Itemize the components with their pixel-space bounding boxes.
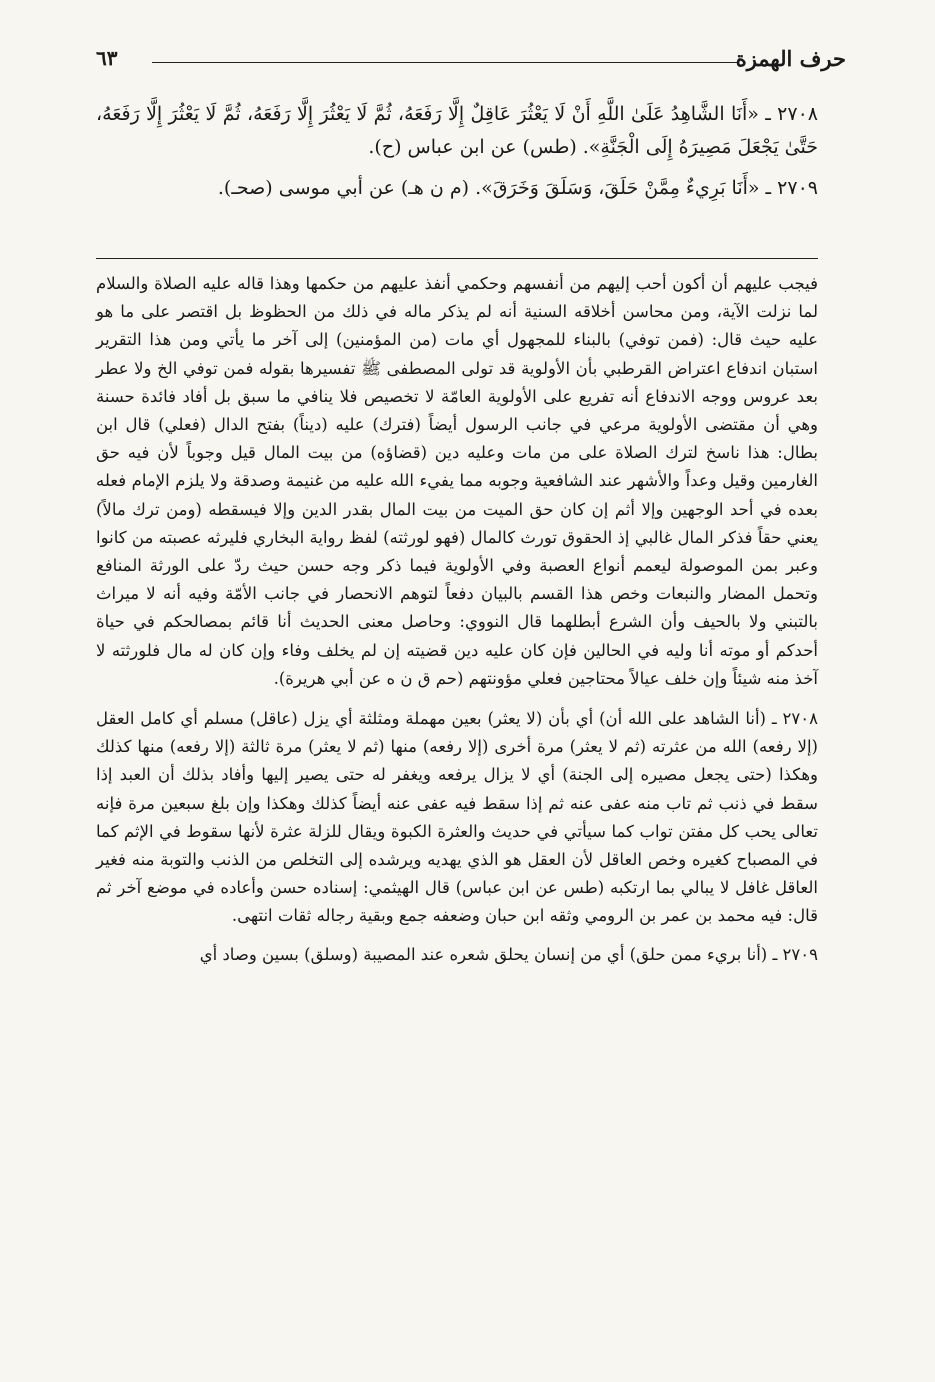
chapter-title: حرف الهمزة xyxy=(735,46,846,71)
hadith-2709: ٢٧٠٩ ـ «أَنَا بَرِيءٌ مِمَّنْ حَلَقَ، وَسَلَقَ وَخَرَقَ». (م ن هـ) عن أبي موسى (صحـ). xyxy=(217,177,818,199)
hadith-text-section xyxy=(96,98,818,213)
commentary-section xyxy=(96,270,818,979)
header-rule xyxy=(152,62,738,63)
page-header xyxy=(96,40,846,80)
section-divider xyxy=(96,258,818,259)
hadith-2708: ٢٧٠٨ ـ «أَنَا الشَّاهِدُ عَلَىٰ اللَّهِ أَنْ لَا يَعْثُرَ عَاقِلٌ إِلَّا رَفَعَهُ، ثُمَّ لَا يَعْثُرَ إِلَّا رَفَعَهُ، ثُمَّ لَا يَعْثُرَ إِلَّا رَفَعَهُ، حَتَّىٰ يَجْعَلَ مَصِيرَهُ إِلَى الْجَنَّةِ». (طس) عن ابن عباس (ح). xyxy=(96,103,818,158)
commentary-paragraph-continuation: فيجب عليهم أن أكون أحب إليهم من أنفسهم وحكمي أنفذ عليهم من حكمها وهذا قاله عليه الصلاة والسلام لما نزلت الآية، ومن محاسن أخلاقه السنية أنه لم يذكر ماله في ذلك من الحظوظ بل اقتصر على ما هو عليه حيث قال: (فمن توفي) بالبناء للمجهول أي مات (من المؤمنين) إلى آخر ما يأتي ومن هذا التقرير استبان اندفاع اعتراض القرطبي بأن الأولوية قد تولى المصطفى ﷺ تفسيرها بقوله فمن توفي الخ ولا عطر بعد عروس ووجه الاندفاع أنه تفريع على الأولوية العامّة لا تخصيص فلا ينافي ما سبق بل أفاد فائدة حسنة وهي أن مقتضى الأولوية مرعي في جانب الرسول أيضاً (فترك) عليه (ديناً) بفتح الدال (فعلي) قال ابن بطال: هذا ناسخ لترك الصلاة على من مات وعليه دين (قضاؤه) من بيت المال قيل وجوباً لأن فيه حق الغارمين وقيل وعداً والأشهر عند الشافعية وجوبه مما يفيء الله عليه من غنيمة وصدقة ولا يلزم الإمام فعله بعده في أحد الوجهين وإلا أثم إن كان حق الميت من بيت المال بقدر الدين وإلا فيسقطه (ومن ترك مالاً) يعني حقاً فذكر المال غالبي إذ الحقوق تورث كالمال (فهو لورثته) لفظ رواية البخاري فليرثه عصبته من كانوا وعبر بمن الموصولة ليعمم أنواع العصبة وفي الأولوية فيما ذكر وجه حسن حيث ردّ على الورثة المنافع وتحمل المضار والنبعات وخص هذا القسم بالبيان دفعاً لتوهم الانحصار في جانب الأمّة وفيه أنه لا ميراث بالتبني ولا بالحيف وأن الشرع أبطلهما قال النووي: وحاصل معنى الحديث أنا قائم بمصالحكم في حياة أحدكم أو موته أنا وليه في الحالين فإن كان عليه دين قضيته إن لم يخلف وفاء وإن كان له مال فلورثته لا آخذ منه شيئاً وإن خلف عيالاً محتاجين فعلي مؤونتهم (حم ق ن ه عن أبي هريرة). xyxy=(96,274,818,688)
page-number: ٦٣ xyxy=(96,46,118,70)
commentary-paragraph-2709: ٢٧٠٩ ـ (أنا بريء ممن حلق) أي من إنسان يحلق شعره عند المصيبة (وسلق) بسين وصاد أي xyxy=(199,944,818,964)
commentary-paragraph-2708: ٢٧٠٨ ـ (أنا الشاهد على الله أن) أي بأن (لا يعثر) بعين مهملة ومثلثة أي يزل (عاقل) مسلم أي كامل العقل (إلا رفعه) الله من عثرته (ثم لا يعثر) مرة أخرى (إلا رفعه) منها (ثم لا يعثر) مرة ثالثة (إلا رفعه) منها كذلك وهكذا (حتى يجعل مصيره إلى الجنة) أي لا يزال يرفعه ويغفر له حتى يصير إليها وأفاد بذلك أن العبد إذا سقط في ذنب ثم تاب منه عفى عنه ثم إذا سقط فيه عفى عنه أيضاً كذلك وهكذا وإن بلغ سبعين مرة فإنه تعالى يحب كل مفتن تواب كما سيأتي في حديث والعثرة الكبوة ويقال للزلة عثرة لأنها سقوط في الإثم كما في المصباح كغيره وخص العاقل لأن العقل هو الذي يهديه ويرشده إلى التخلص من الذنب والتوبة منه فغير العاقل غافل لا يبالي بما ارتكبه (طس عن ابن عباس) قال الهيثمي: إسناده حسن وأعاده في موضع آخر ثم قال: فيه محمد بن عمر بن الرومي وثقه ابن حبان وضعفه جمع وبقية رجاله ثقات انتهى. xyxy=(96,709,818,926)
